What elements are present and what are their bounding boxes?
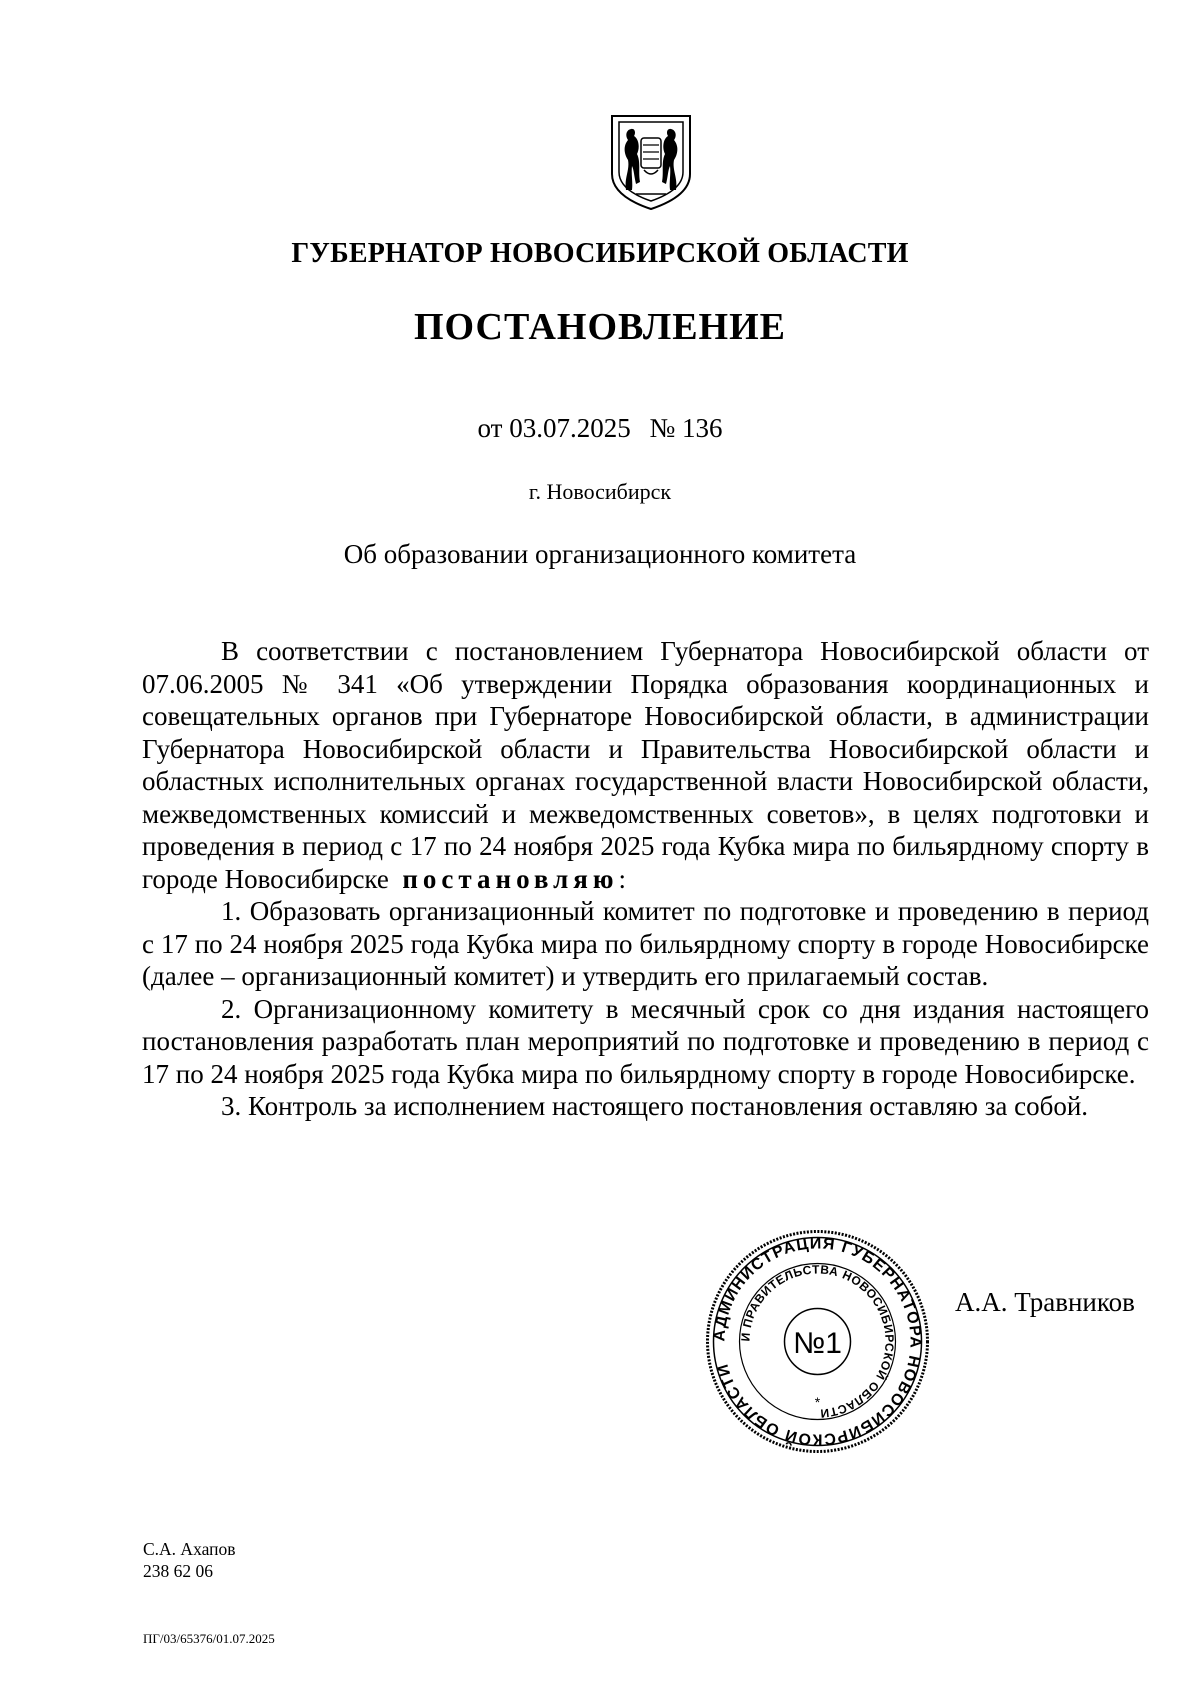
resolve-colon: : xyxy=(618,863,627,894)
seal-inner-text: И ПРАВИТЕЛЬСТВА НОВОСИБИРСКОЙ ОБЛАСТИ xyxy=(738,1262,897,1421)
document-registration-id: ПГ/03/65376/01.07.2025 xyxy=(143,1631,275,1646)
document-number: № 136 xyxy=(649,413,723,443)
document-date-number xyxy=(0,413,1200,444)
seal-number: №1 xyxy=(793,1327,842,1360)
resolve-word: постановляю xyxy=(402,863,619,894)
item-3: 3. Контроль за исполнением настоящего постановления оставляю за собой. xyxy=(221,1091,1089,1121)
item-1: 1. Образовать организационный комитет по подготовке и проведению в период с 17 по 24 ноября 2025 года Кубка мира по бильярдному спорту в городе Новосибирске (далее – организационный комитет) и утвердить его прилагаемый состав. xyxy=(142,896,1149,991)
document-issuer: ГУБЕРНАТОР НОВОСИБИРСКОЙ ОБЛАСТИ xyxy=(291,238,909,269)
executor-block xyxy=(143,1538,236,1582)
document-subject: Об образовании организационного комитета xyxy=(343,539,857,569)
executor-name: С.А. Ахапов xyxy=(143,1539,236,1559)
preamble-paragraph xyxy=(142,635,1149,895)
official-seal-icon xyxy=(705,1229,930,1454)
date-prefix: от xyxy=(477,413,503,443)
document-date: 03.07.2025 xyxy=(509,413,631,443)
item-2: 2. Организационному комитету в месячный срок со дня издания настоящего постановления разработать план мероприятий по подготовке и проведению в период с 17 по 24 ноября 2025 года Кубка мира по бильярдному спорту в городе Новосибирске. xyxy=(142,993,1149,1089)
document-type-title: ПОСТАНОВЛЕНИЕ xyxy=(413,306,787,348)
executor-phone: 238 62 06 xyxy=(143,1561,213,1581)
svg-text:*: * xyxy=(814,1394,821,1410)
preamble-text: В соответствии с постановлением Губернатора Новосибирской области от 07.06.2005 № 341 «Об утверждении Порядка образования координационных и совещательных органов при Губернаторе Новосибирской области, в администрации Губернатора Новосибирской области и Правительства Новосибирской области и областных исполнительных органах государственной власти Новосибирской области, межведомственных комиссий и межведомственных советов», в целях подготовки и проведения в период с 17 по 24 ноября 2025 года Кубка мира по бильярдному спорту в городе Новосибирске xyxy=(142,636,1149,894)
seal-ring-text: АДМИНИСТРАЦИЯ ГУБЕРНАТОРА НОВОСИБИРСКОЙ ОБЛАСТИ xyxy=(711,1235,924,1448)
document-body xyxy=(142,635,1149,1123)
signatory-name: А.А. Травников xyxy=(955,1287,1135,1317)
document-city: г. Новосибирск xyxy=(528,479,672,504)
coat-of-arms-icon xyxy=(606,112,696,212)
